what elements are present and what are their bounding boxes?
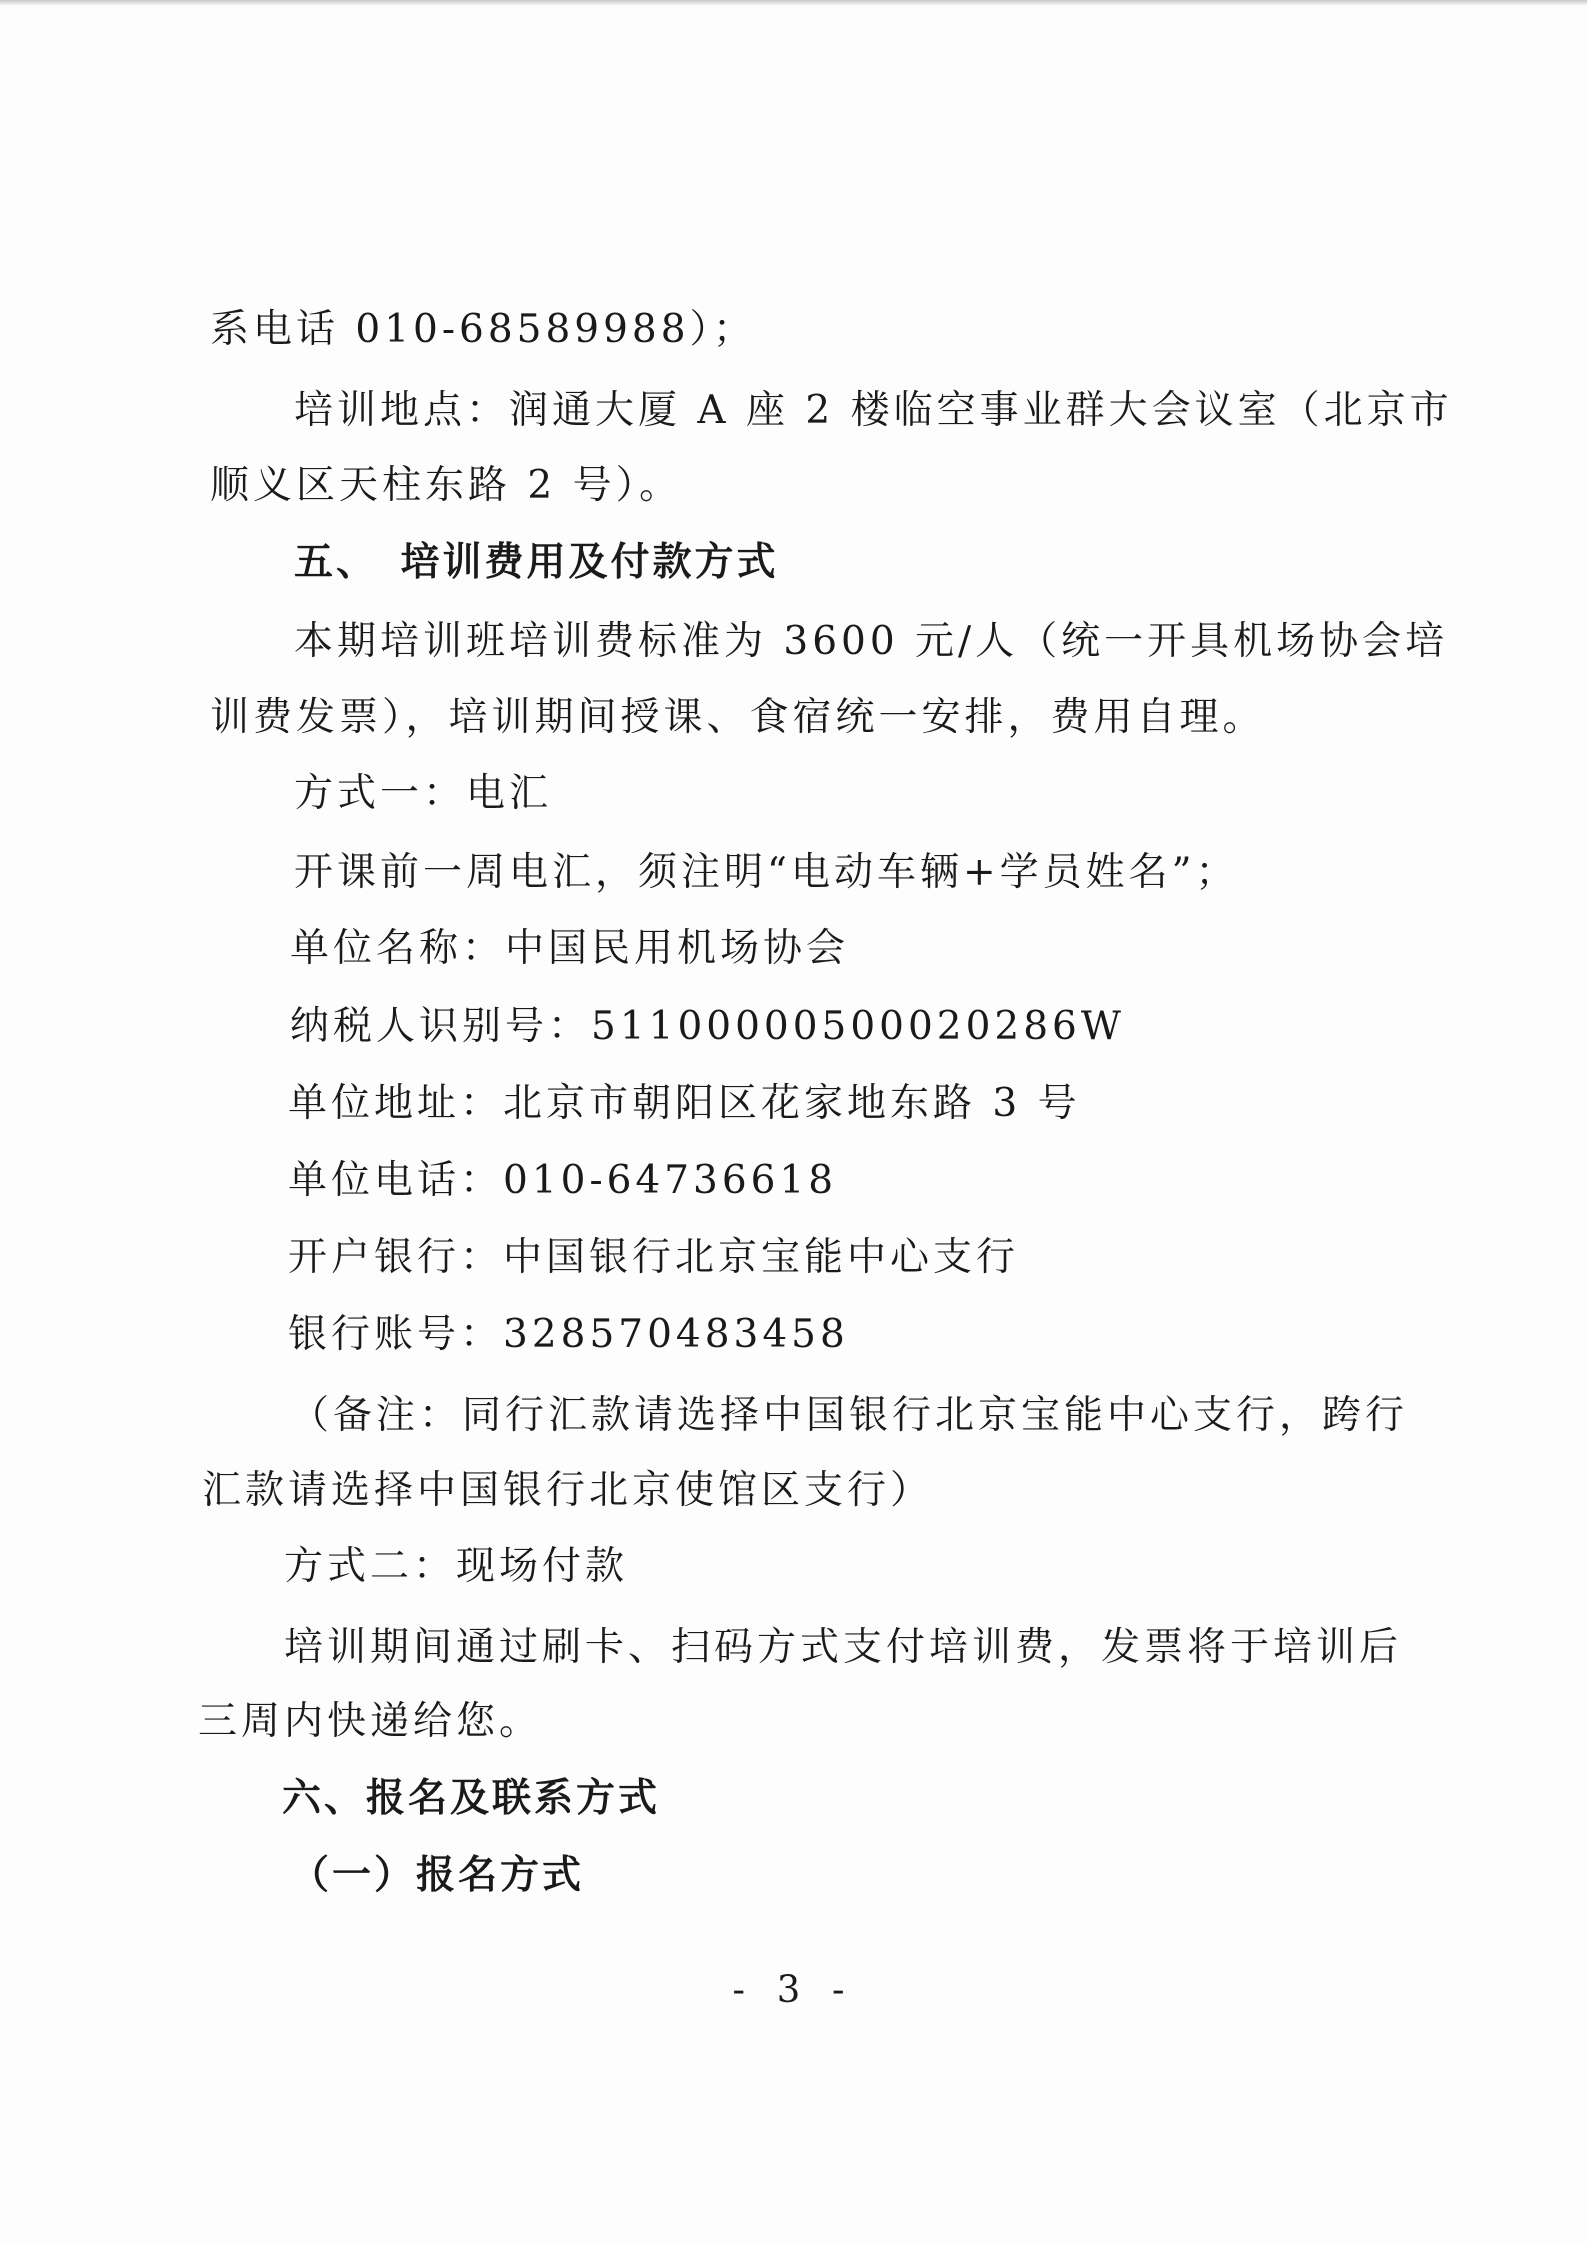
- onsite-payment-line-cont: 三周内快递给您。: [198, 1699, 543, 1744]
- wire-transfer-note: 开课前一周电汇，须注明“电动车辆+学员姓名”；: [294, 850, 1239, 895]
- unit-address-line: 单位地址：北京市朝阳区花家地东路 3 号: [288, 1081, 1081, 1126]
- section-six-heading: 六、报名及联系方式: [282, 1776, 661, 1821]
- training-location-line-cont: 顺义区天柱东路 2 号）。: [210, 463, 683, 508]
- fee-standard-line: 本期培训班培训费标准为 3600 元/人（统一开具机场协会培: [294, 619, 1449, 664]
- fee-standard-line-cont: 训费发票），培训期间授课、食宿统一安排，费用自理。: [210, 695, 1266, 740]
- registration-method-heading: （一）报名方式: [290, 1853, 585, 1898]
- section-five-heading: 五、 培训费用及付款方式: [294, 540, 779, 585]
- scan-edge: [0, 0, 1587, 6]
- page-number: - 3 -: [732, 1968, 855, 2011]
- onsite-payment-line: 培训期间通过刷卡、扫码方式支付培训费，发票将于培训后: [284, 1625, 1403, 1670]
- bank-account-line: 银行账号：328570483458: [288, 1312, 849, 1357]
- training-location-line: 培训地点：润通大厦 A 座 2 楼临空事业群大会议室（北京市: [294, 388, 1453, 433]
- tax-id-line: 纳税人识别号：51100000500020286W: [290, 1004, 1125, 1049]
- method-two-title: 方式二：现场付款: [284, 1544, 629, 1589]
- unit-name-line: 单位名称：中国民用机场协会: [290, 926, 850, 971]
- remark-line-cont: 汇款请选择中国银行北京使馆区支行）: [202, 1468, 934, 1513]
- bank-name-line: 开户银行：中国银行北京宝能中心支行: [288, 1235, 1020, 1280]
- method-one-title: 方式一：电汇: [294, 771, 553, 816]
- contact-phone-line: 系电话 010-68589988）；: [210, 307, 757, 352]
- unit-phone-line: 单位电话：010-64736618: [288, 1158, 838, 1203]
- remark-line: （备注：同行汇款请选择中国银行北京宝能中心支行，跨行: [290, 1393, 1409, 1438]
